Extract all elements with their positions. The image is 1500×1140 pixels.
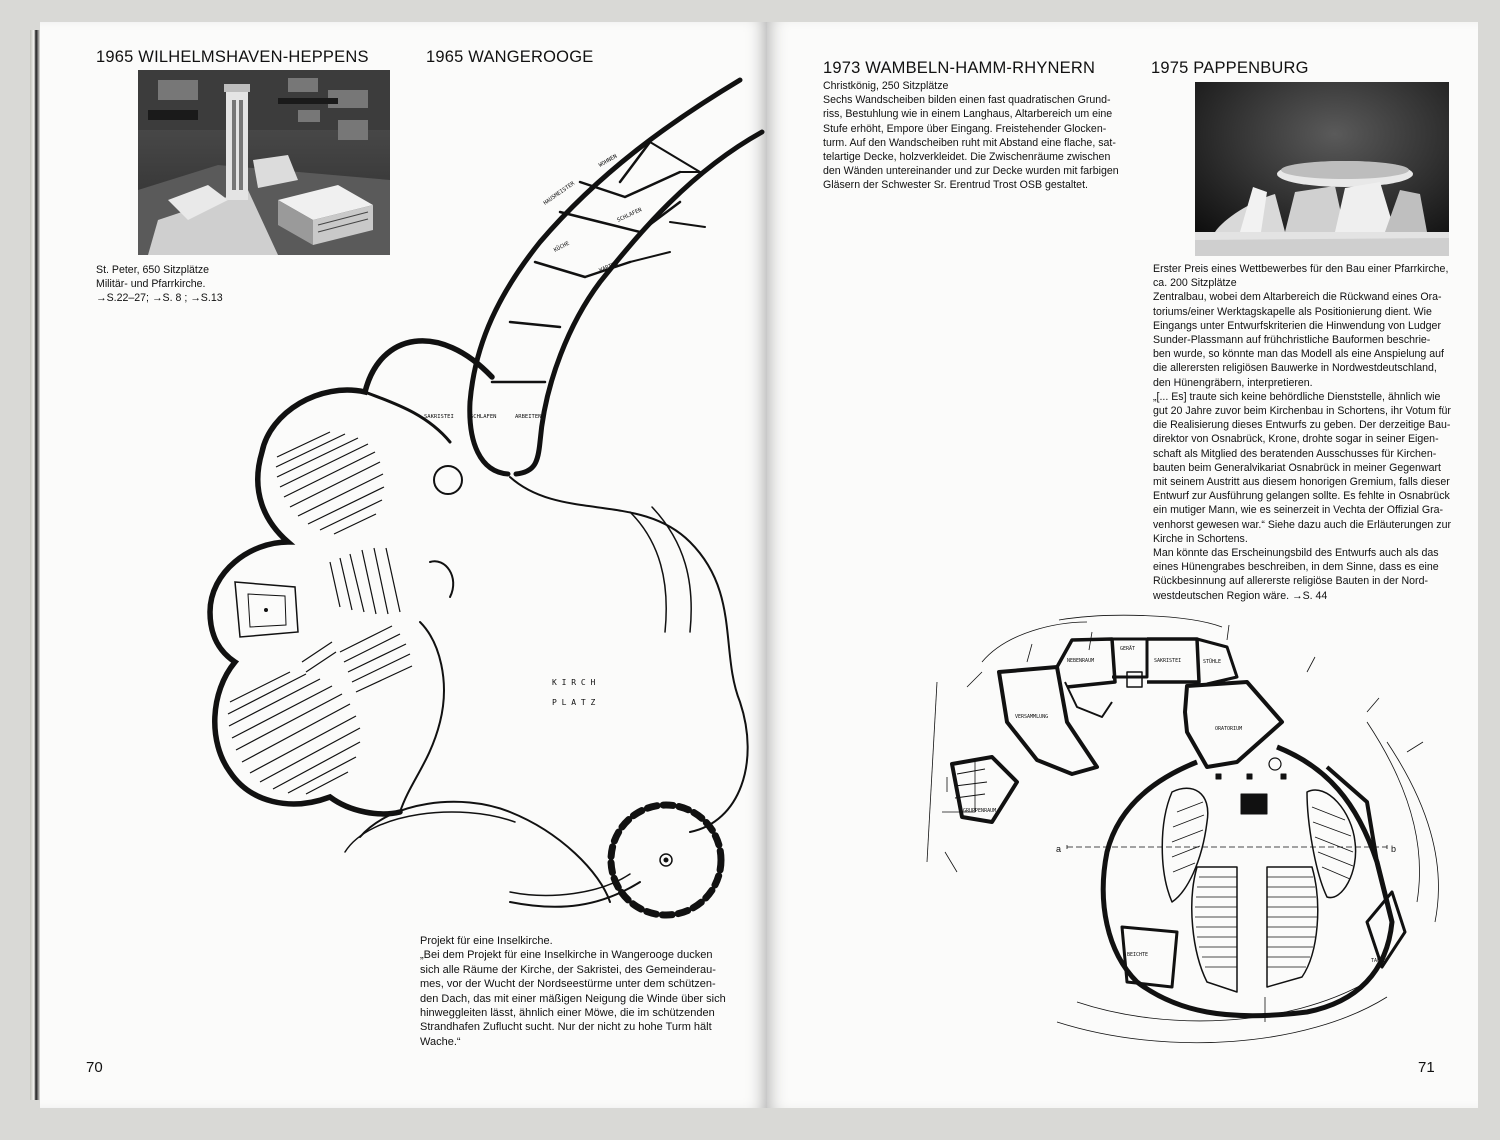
plan-label-oratorium: ORATORIUM [1215, 726, 1243, 732]
pappenburg-floor-plan [767, 22, 1478, 1108]
caption-line: „Bei dem Projekt für eine Inselkirche in Wangerooge ducken [420, 949, 713, 962]
text-line: riss, Bestuhlung wie in einem Langhaus, Altarbereich um eine [823, 108, 1113, 121]
right-page [767, 22, 1478, 1108]
plan-label-geraet: GERÄT [1120, 646, 1136, 652]
text-line: Entwurf zur Ausführung gelangen sollte. Es fehlte in Osnabrück [1153, 490, 1450, 503]
text-line: venhorst gewesen war.“ Siehe dazu auch die Erläuterungen zur [1153, 518, 1451, 531]
text-line: Christkönig, 250 Sitzplätze [823, 80, 949, 92]
text-line: westdeutschen Region wäre. →S. 44 [1153, 589, 1328, 602]
text-line: schaft als Mitglied des beratenden Ausschusses für Kirchen- [1153, 447, 1437, 460]
caption-line: →S.22–27; →S. 8 ; →S.13 [96, 292, 223, 305]
plan-label-arbeiten: ARBEITEN [515, 414, 542, 420]
plan-label-wohnen: WOHNEN [598, 153, 619, 169]
plan-label-platz: P L A T Z [552, 698, 596, 707]
caption-wangerooge [420, 934, 726, 1049]
caption-line: Wache.“ [420, 1035, 461, 1048]
text-line: Man könnte das Erscheinungsbild des Entwurfs auch als das [1153, 547, 1439, 560]
caption-line: Strandhafen Zuflucht sucht. Nur der nicht zu hohe Turm hält [420, 1021, 712, 1034]
left-page [40, 22, 767, 1108]
text-line: Kirche in Schortens. [1153, 532, 1248, 545]
text-line: Zentralbau, wobei dem Altarbereich die Rückwand eines Ora- [1153, 291, 1442, 304]
text-line: mit seinem Austritt aus diesem honorigen Gremium, falls dieser [1153, 476, 1450, 489]
page-number-right: 71 [1418, 1059, 1435, 1076]
caption-line: den Dach, das mit einer mäßigen Neigung die Winde über sich [420, 992, 726, 1005]
text-line: den Wänden untereinander und zur Decke wurden mit farbigen [823, 165, 1119, 178]
heading-wangerooge: 1965 WANGEROOGE [426, 48, 594, 66]
text-line: Rückbesinnung auf allererste religiöse Bauten in der Nord- [1153, 575, 1429, 588]
plan-label-sakristei: SAKRISTEI [424, 414, 454, 420]
plan-label-warten: WARTEN [598, 260, 620, 274]
text-line: toriums/einer Werktagskapelle als Positionierung dient. Wie [1153, 305, 1432, 318]
text-line: bauten beim Generalvikariat Osnabrück in meiner Gegenwart [1153, 461, 1441, 474]
plan-label-taufe: TAUFE [1371, 958, 1387, 964]
text-line: direktor von Osnabrück, Krone, drohte sogar in seiner Eigen- [1153, 433, 1439, 446]
plan-label-gruppenraum: GRUPPENRAUM [963, 808, 997, 814]
plan-label-nebenraum: NEBENRAUM [1067, 658, 1095, 664]
text-line: ca. 200 Sitzplätze [1153, 277, 1237, 290]
text-line: die Realisierung dieses Entwurfs zu geben. Der derzeitige Bau- [1153, 419, 1451, 432]
text-line: gut 20 Jahre zuvor beim Kirchenbau in Schortens, ihr Votum für [1153, 405, 1451, 418]
text-line: Sechs Wandscheiben bilden einen fast quadratischen Grund- [823, 94, 1111, 107]
caption-line: Projekt für eine Inselkirche. [420, 935, 553, 947]
text-line: turm. Auf den Wandscheiben ruht mit Abstand eine flache, sat- [823, 136, 1116, 149]
text-line: Gläsern der Schwester Sr. Erentrud Trost OSB gestaltet. [823, 179, 1088, 192]
caption-line: St. Peter, 650 Sitzplätze [96, 264, 210, 276]
page-number-left: 70 [86, 1059, 103, 1076]
section-axis-b: b [1391, 844, 1397, 854]
heading-pappenburg: 1975 PAPPENBURG [1151, 59, 1309, 77]
text-line: Erster Preis eines Wettbewerbes für den Bau einer Pfarrkirche, [1153, 263, 1449, 275]
text-line: Eingangs unter Entwurfskriterien die Hinwendung von Ludger [1153, 319, 1441, 332]
section-axis-a: a [1056, 844, 1062, 854]
heading-wambeln: 1973 WAMBELN-HAMM-RHYNERN [823, 59, 1096, 77]
plan-label-beichte: BEICHTE [1127, 952, 1149, 958]
text-line: ben wurde, so könnte man das Modell als eine Anspielung auf [1153, 348, 1444, 361]
text-line: „[... Es] traute sich keine behördliche Dienststelle, ähnlich wie [1153, 390, 1441, 403]
plan-label-kueche: KÜCHE [553, 240, 571, 254]
text-line: ein mutiger Mann, wie es seinerzeit in Vechta der Offizial Gra- [1153, 504, 1444, 517]
caption-line: mes, vor der Wucht der Nordseestürme unter dem schützen- [420, 978, 716, 991]
plan-label-stuehle: STÜHLE [1203, 659, 1222, 665]
plan-label-sakristei-right: SAKRISTEI [1154, 658, 1182, 664]
caption-line: sich alle Räume der Kirche, der Sakristei, des Gemeinderau- [420, 963, 716, 976]
page-edges [30, 30, 40, 1100]
plan-label-schlafen: SCHLAFEN [616, 207, 643, 224]
caption-line: Militär- und Pfarrkirche. [96, 278, 206, 291]
caption-line: hinweggleiten lässt, ähnlich einer Möwe, die im schützenden [420, 1007, 715, 1020]
text-line: telartige Decke, holzverkleidet. Die Zwischenräume zwischen [823, 151, 1111, 164]
text-line: Sunder-Plassmann auf frühchristliche Bauformen beschrie- [1153, 334, 1431, 347]
plan-label-versammlung: VERSAMMLUNG [1015, 714, 1049, 720]
text-line: den Hünengräbern, interpretieren. [1153, 376, 1313, 389]
text-line: die allerersten religiösen Bauwerke in Nordwestdeutschland, [1153, 362, 1437, 375]
text-line: eines Hünengrabes beschreiben, in dem Sinne, dass es eine [1153, 561, 1439, 574]
plan-label-kirch: K I R C H [552, 678, 596, 687]
plan-label-schlafen-2: SCHLAFEN [470, 414, 497, 420]
plan-label-hausmeister: HAUSMEISTER [542, 180, 576, 207]
text-line: Stufe erhöht, Empore über Eingang. Freistehender Glocken- [823, 122, 1107, 135]
heading-wilhelmshaven: 1965 WILHELMSHAVEN-HEPPENS [96, 48, 369, 66]
book-spread [30, 22, 1478, 1108]
